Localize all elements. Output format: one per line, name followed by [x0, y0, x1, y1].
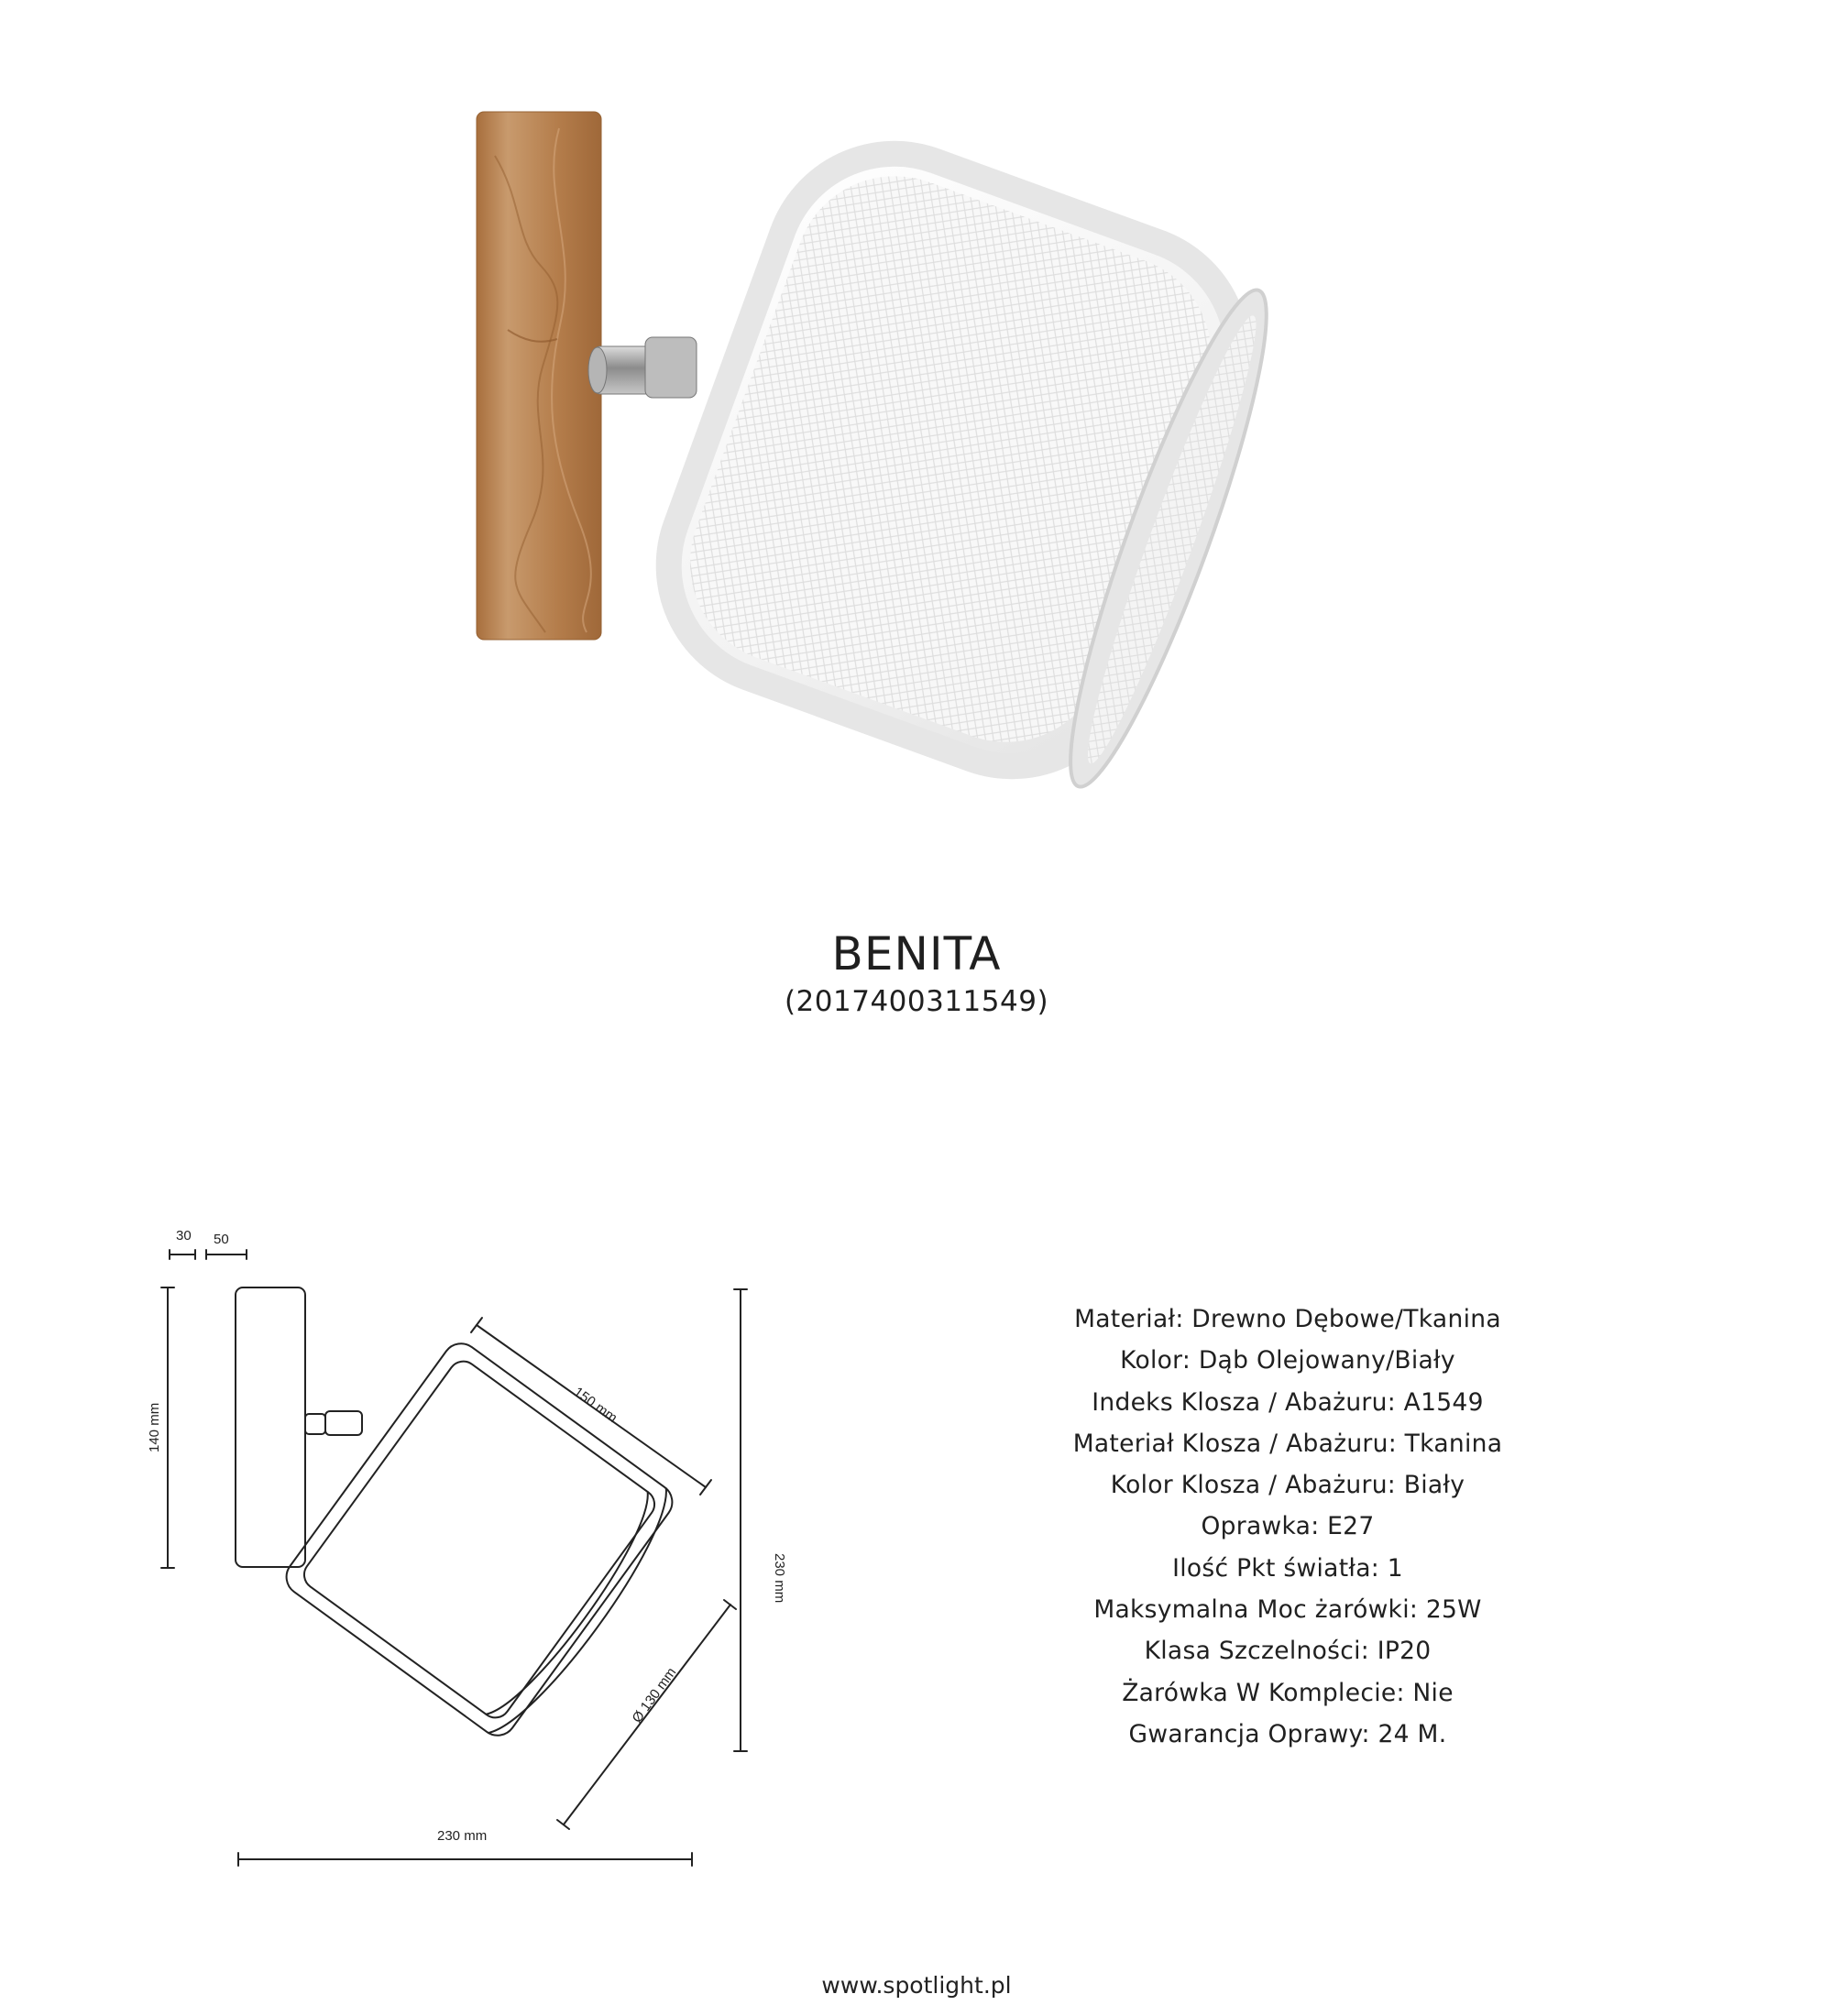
drawing-dim-top-right: 50: [214, 1232, 229, 1247]
product-photo: [477, 92, 1356, 843]
drawing-dim-shade-length: 150 mm: [570, 1384, 620, 1427]
specification-list: [990, 1298, 1586, 1755]
spec-max-power: Maksymalna Moc żarówki: 25W: [1093, 1595, 1482, 1625]
spec-shade-material: Materiał Klosza / Abażuru: Tkanina: [1072, 1429, 1503, 1458]
drawing-dim-top-left: 30: [176, 1228, 192, 1244]
spec-color: Kolor: Dąb Olejowany/Biały: [1120, 1346, 1455, 1375]
spec-material: Materiał: Drewno Dębowe/Tkanina: [1074, 1305, 1501, 1333]
drawing-dim-total-width: 230 mm: [437, 1828, 488, 1844]
drawing-dim-diameter: Ø 130 mm: [629, 1664, 680, 1726]
spec-warranty: Gwarancja Oprawy: 24 M.: [1128, 1719, 1447, 1748]
spec-shade-color: Kolor Klosza / Abażuru: Biały: [1110, 1471, 1465, 1500]
drawing-dim-total-height: 230 mm: [772, 1553, 787, 1604]
spec-bulb-included: Żarówka W Komplecie: Nie: [1122, 1678, 1454, 1707]
drawing-dim-height: 140 mm: [147, 1402, 162, 1452]
spec-socket: Oprawka: E27: [1201, 1512, 1375, 1541]
spec-ip-class: Klasa Szczelności: IP20: [1144, 1637, 1432, 1666]
product-code: (2017400311549): [784, 985, 1049, 1018]
product-title: BENITA: [831, 927, 1002, 981]
technical-drawing: [147, 1223, 802, 1844]
website-url[interactable]: www.spotlight.pl: [821, 1972, 1012, 1999]
spec-light-points: Ilość Pkt światła: 1: [1172, 1553, 1403, 1583]
drawing-lines: [161, 1250, 747, 1866]
spec-shade-index: Indeks Klosza / Abażuru: A1549: [1092, 1387, 1484, 1417]
wood-mount: [477, 112, 601, 640]
